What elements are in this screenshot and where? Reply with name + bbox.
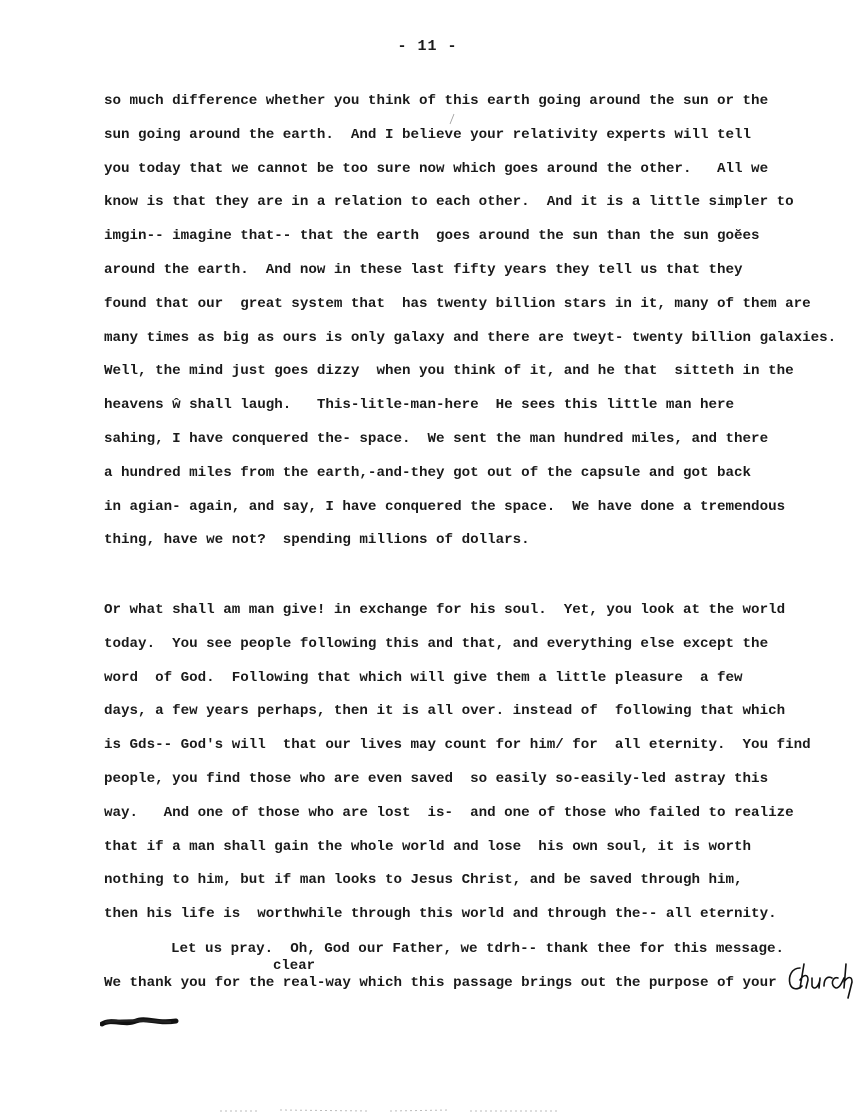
text-line: you today that we cannot be too sure now which goes around the other. All we (104, 160, 769, 177)
text-line: thing, have we not? spending millions of dollars. (104, 532, 530, 549)
text-line: around the earth. And now in these last fifty years they tell us that they (104, 261, 743, 278)
text-line: sahing, I have conquered the- space. We sent the man hundred miles, and there (104, 430, 769, 447)
text-line: We thank you for the real-way which this passage brings out the purpose of your (104, 974, 777, 991)
paragraph-1 (104, 85, 844, 558)
text-line: that if a man shall gain the whole world and lose his own soul, it is worth (104, 838, 752, 855)
text-line: is Gds-- God's will that our lives may count for him/ for all eternity. You find (104, 737, 811, 754)
text-line: know is that they are in a relation to each other. And it is a little simpler to (104, 194, 794, 211)
page-number: - 11 - (397, 38, 458, 55)
crossed-out-scribble (100, 1012, 180, 1030)
paragraph-3 (104, 933, 844, 1001)
text-line: Let us pray. Oh, God our Father, we tdrh-- thank thee for this message. (171, 941, 784, 957)
interlinear-insertion: clear (273, 958, 316, 974)
text-line: people, you find those who are even saved so easily so-easily-led astray this (104, 770, 769, 787)
text-line: heavens ŵ shall laugh. This-litle-man-here He sees this little man here (104, 397, 735, 414)
text-line: imgin-- imagine that-- that the earth goes around the sun than the sun goĕes (104, 228, 760, 245)
text-line: so much difference whether you think of this earth going around the sun or the (104, 93, 769, 109)
bottom-edge-smudge (220, 1100, 580, 1108)
text-line: a hundred miles from the earth,-and-they got out of the capsule and got back (104, 464, 752, 481)
text-line: word of God. Following that which will give them a little pleasure a few (104, 669, 743, 686)
text-line: sun going around the earth. And I believe your relativity experts will tell (104, 126, 752, 143)
text-line: then his life is worthwhile through this world and through the-- all eternity. (104, 906, 777, 923)
text-line: found that our great system that has twenty billion stars in it, many of them are (104, 295, 811, 312)
text-line: Well, the mind just goes dizzy when you think of it, and he that sitteth in the (104, 363, 794, 380)
text-line: nothing to him, but if man looks to Jesus Christ, and be saved through him, (104, 872, 743, 889)
text-line: way. And one of those who are lost is- and one of those who failed to realize (104, 804, 794, 821)
paragraph-2 (104, 594, 844, 932)
text-line: today. You see people following this and that, and everything else except the (104, 635, 769, 652)
text-line: Or what shall am man give! in exchange for his soul. Yet, you look at the world (104, 602, 786, 618)
handwritten-note (786, 960, 855, 1000)
text-line: many times as big as ours is only galaxy and there are tweyt- twenty billion galaxies. (104, 329, 837, 346)
text-line: days, a few years perhaps, then it is all over. instead of following that which (104, 703, 786, 720)
text-line: in agian- again, and say, I have conquered the space. We have done a tremendous (104, 498, 786, 515)
